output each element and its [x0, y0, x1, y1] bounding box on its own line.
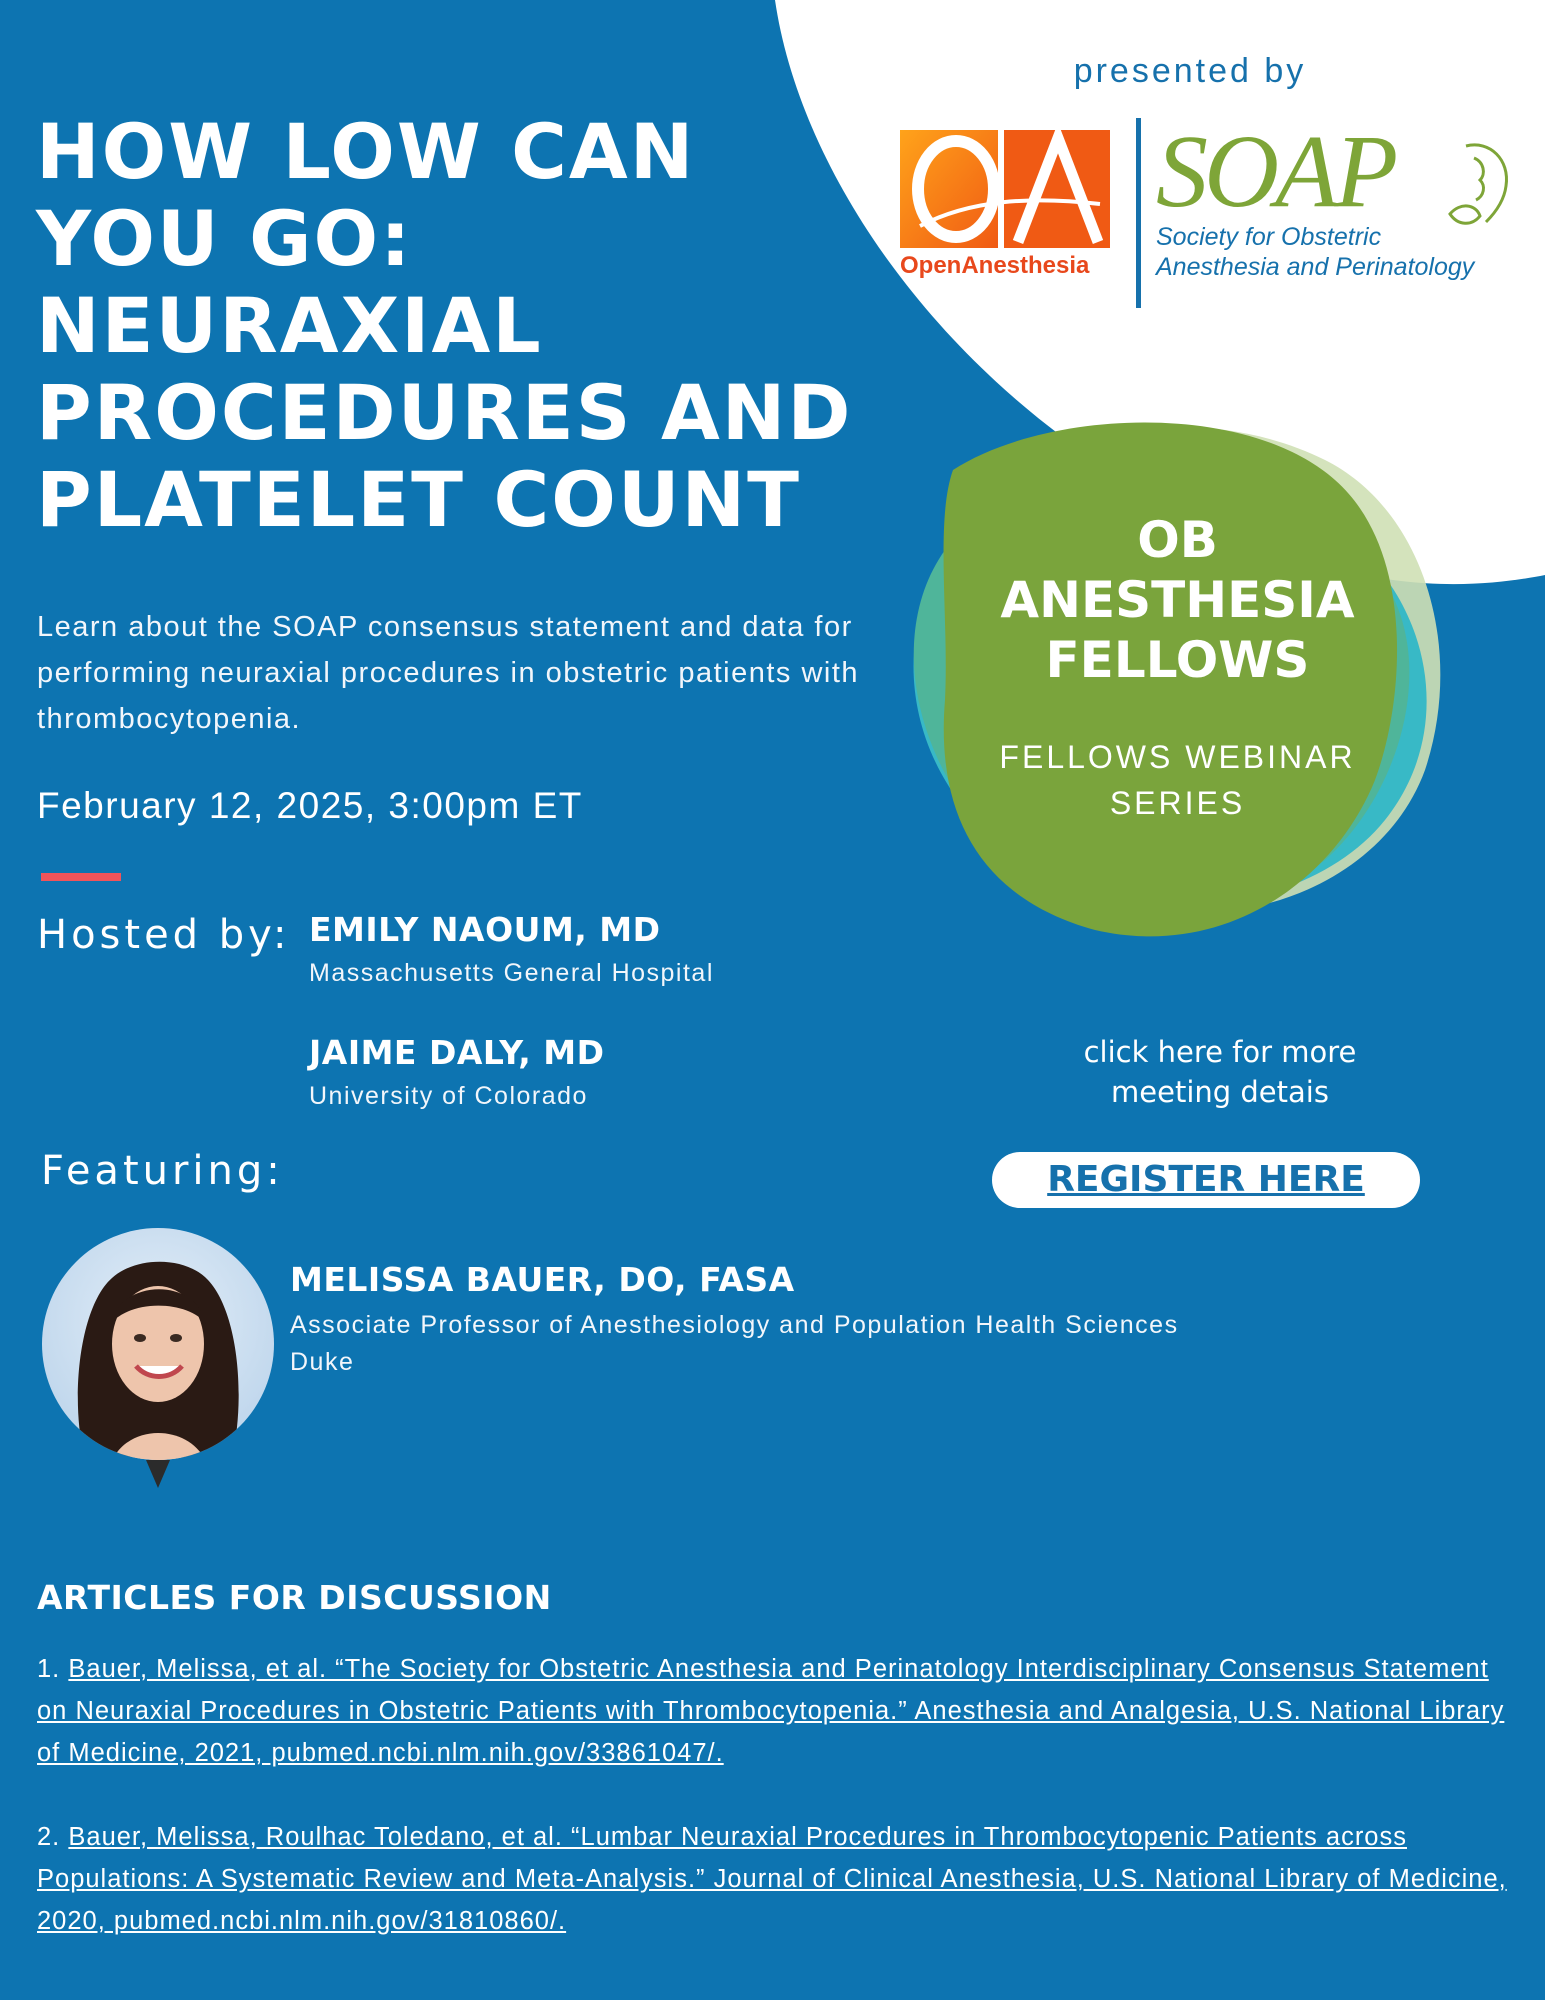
speaker-institution: Duke	[290, 1348, 355, 1376]
badge-subtitle-line: SERIES	[1109, 785, 1246, 821]
featuring-label: Featuring:	[41, 1148, 284, 1194]
openanesthesia-logo	[900, 130, 1120, 280]
speaker-title: Associate Professor of Anesthesiology and Population Health Sciences	[290, 1311, 1179, 1339]
host-name: JAIME DALY, MD	[309, 1033, 605, 1072]
soap-subtitle-line-1: Society for Obstetric	[1156, 223, 1382, 251]
logo-divider	[1136, 118, 1141, 308]
meeting-details-line: click here for more	[1083, 1035, 1357, 1069]
host-jaime-daly	[309, 1033, 604, 1111]
badge-title-line: OB	[1137, 511, 1218, 569]
host-affiliation: University of Colorado	[309, 1082, 588, 1110]
featured-speaker	[290, 1260, 1179, 1377]
title-line: PROCEDURES AND	[36, 368, 853, 457]
article-link[interactable]: Bauer, Melissa, et al. “The Society for Obstetric Anesthesia and Perinatology Interdisciplinary Consensus Statement on Neuraxial Procedures in Obstetric Patients with Thrombocytopenia.” Anesthesia and Analgesia, U.S. National Library of Medicine, 2021, pubmed.ncbi.nlm.nih.gov/33861047/.	[37, 1655, 1505, 1767]
article-number: 1.	[37, 1655, 61, 1683]
presented-by-label: presented by	[1073, 52, 1307, 90]
meeting-details-line: meeting detais	[1111, 1075, 1329, 1109]
speaker-name: MELISSA BAUER, DO, FASA	[290, 1260, 795, 1299]
sponsor-logos	[900, 110, 1520, 310]
soap-subtitle-line-2: Anesthesia and Perinatology	[1156, 253, 1475, 281]
host-name: EMILY NAOUM, MD	[309, 910, 661, 949]
event-date: February 12, 2025, 3:00pm ET	[37, 785, 583, 826]
badge-subtitle-line: FELLOWS WEBINAR	[999, 739, 1356, 775]
openanesthesia-name: OpenAnesthesia	[900, 252, 1090, 279]
article-number: 2.	[37, 1823, 61, 1851]
title-line: PLATELET COUNT	[36, 455, 801, 544]
mother-profile-icon	[1446, 140, 1518, 236]
title-line: NEURAXIAL	[36, 281, 543, 370]
openanesthesia-mark-icon	[900, 130, 1110, 250]
series-badge	[905, 510, 1450, 826]
register-button[interactable]: REGISTER HERE	[992, 1152, 1420, 1208]
title-line: YOU GO:	[36, 194, 413, 283]
speaker-avatar	[40, 1226, 276, 1496]
soap-wordmark: SOAP	[1156, 114, 1395, 229]
accent-divider	[41, 873, 121, 881]
host-affiliation: Massachusetts General Hospital	[309, 959, 714, 987]
host-emily-naoum	[309, 910, 714, 988]
hosted-by-label: Hosted by:	[37, 912, 291, 958]
soap-logo	[1156, 114, 1516, 282]
badge-title-line: FELLOWS	[1045, 631, 1310, 689]
title-line: HOW LOW CAN	[36, 107, 696, 196]
article-item	[37, 1648, 1507, 1774]
article-item	[37, 1816, 1507, 1942]
intro-text: Learn about the SOAP consensus statement and data for performing neuraxial procedures in obstetric patients with thrombocytopenia.	[37, 611, 860, 735]
badge-title-line: ANESTHESIA	[1000, 571, 1355, 629]
page-title	[36, 108, 866, 543]
badge-subtitle	[905, 734, 1450, 826]
articles-heading: ARTICLES FOR DISCUSSION	[37, 1578, 552, 1617]
meeting-details-link[interactable]	[1040, 1032, 1400, 1112]
article-link[interactable]: Bauer, Melissa, Roulhac Toledano, et al. “Lumbar Neuraxial Procedures in Thrombocytopenic Patients across Populations: A Systematic Review and Meta-Analysis.” Journal of Clinical Anesthesia, U.S. National Library of Medicine, 2020, pubmed.ncbi.nlm.nih.gov/31810860/.	[37, 1823, 1507, 1935]
